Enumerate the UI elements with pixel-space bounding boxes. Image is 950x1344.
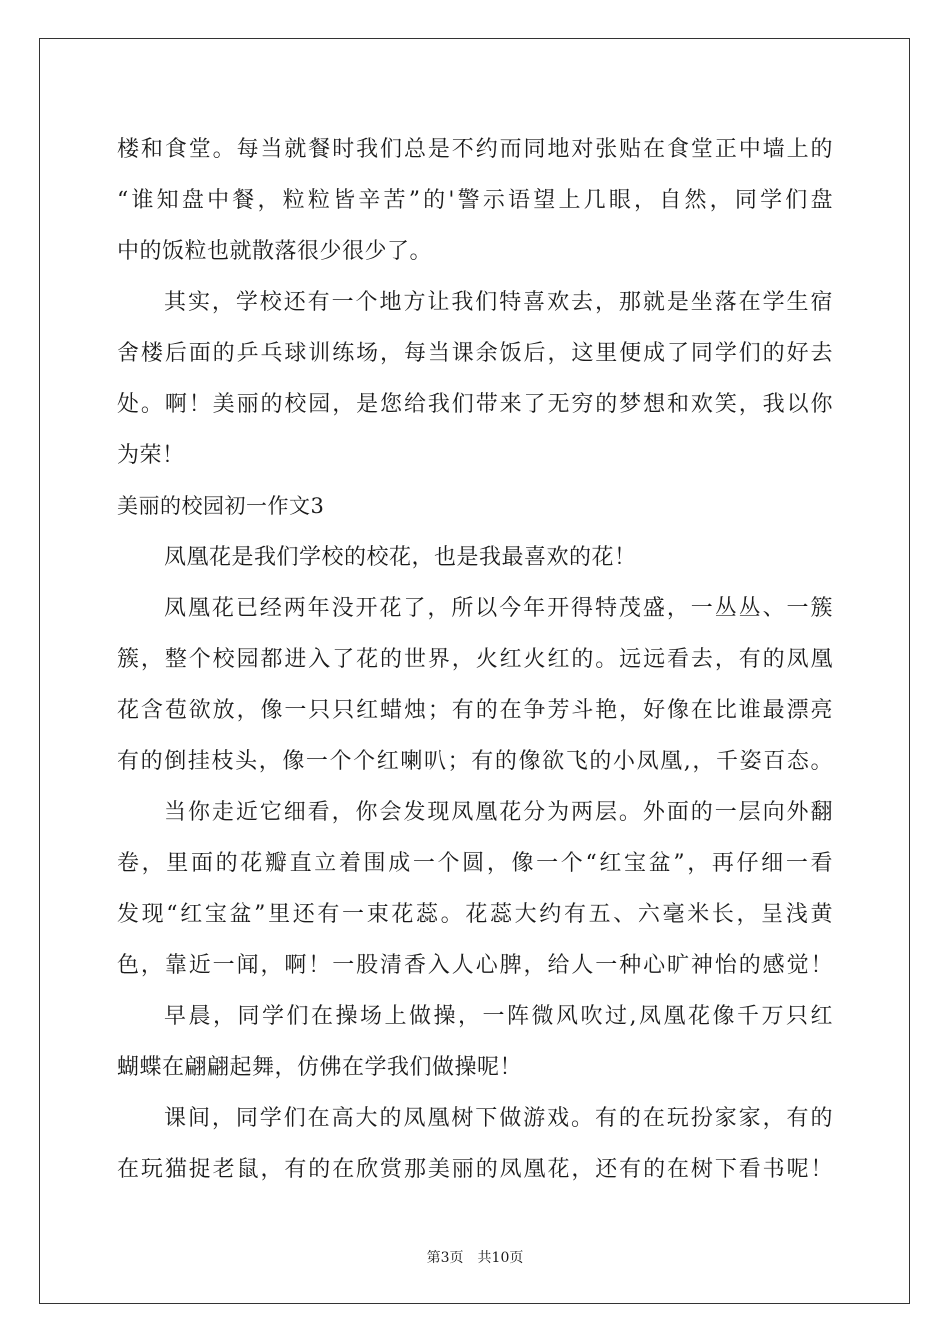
text-line: 为荣！ xyxy=(117,443,185,468)
text-line: 簇，整个校园都进入了花的世界，火红火红的。远远看去，有的凤凰 xyxy=(117,647,833,672)
text-line: 舍楼后面的乒乓球训练场，每当课余饭后，这里便成了同学们的好去 xyxy=(117,341,833,366)
text-line: 其实，学校还有一个地方让我们特喜欢去，那就是坐落在学生宿 xyxy=(164,290,833,315)
text-line: 课间，同学们在高大的凤凰树下做游戏。有的在玩扮家家，有的 xyxy=(164,1106,833,1131)
text-line: 楼和食堂。每当就餐时我们总是不约而同地对张贴在食堂正中墙上的 xyxy=(117,137,833,162)
text-line: 早晨，同学们在操场上做操，一阵微风吹过,凤凰花像千万只红 xyxy=(164,1004,833,1029)
essay-heading: 美丽的校园初一作文3 xyxy=(117,494,325,518)
text-line: 处。啊！美丽的校园，是您给我们带来了无穷的梦想和欢笑，我以你 xyxy=(117,392,833,417)
text-line: “谁知盘中餐，粒粒皆辛苦”的'警示语望上几眼，自然，同学们盘 xyxy=(117,188,833,213)
page-number: 第3页 xyxy=(426,1250,464,1266)
text-line: 花含苞欲放，像一只只红蜡烛；有的在争芳斗艳，好像在比谁最漂亮 xyxy=(117,698,833,723)
page-total: 共10页 xyxy=(477,1250,524,1266)
text-line: 卷，里面的花瓣直立着围成一个圆，像一个“红宝盆”，再仔细一看 xyxy=(117,851,833,876)
text-line: 发现“红宝盆”里还有一束花蕊。花蕊大约有五、六毫米长，呈浅黄 xyxy=(117,902,833,927)
text-line: 凤凰花是我们学校的校花，也是我最喜欢的花！ xyxy=(164,545,637,570)
page-footer xyxy=(0,1247,950,1267)
text-line: 中的饭粒也就散落很少很少了。 xyxy=(117,239,433,264)
text-line: 色，靠近一闻，啊！一股清香入人心脾，给人一种心旷神怡的感觉！ xyxy=(117,953,833,978)
text-line: 凤凰花已经两年没开花了，所以今年开得特茂盛，一丛丛、一簇 xyxy=(164,596,833,621)
text-line: 在玩猫捉老鼠，有的在欣赏那美丽的凤凰花，还有的在树下看书呢！ xyxy=(117,1157,833,1182)
document-body xyxy=(117,124,833,1195)
text-line: 有的倒挂枝头，像一个个红喇叭；有的像欲飞的小凤凰,，千姿百态。 xyxy=(117,749,833,774)
text-line: 蝴蝶在翩翩起舞，仿佛在学我们做操呢！ xyxy=(117,1055,523,1080)
text-line: 当你走近它细看，你会发现凤凰花分为两层。外面的一层向外翻 xyxy=(164,800,833,825)
